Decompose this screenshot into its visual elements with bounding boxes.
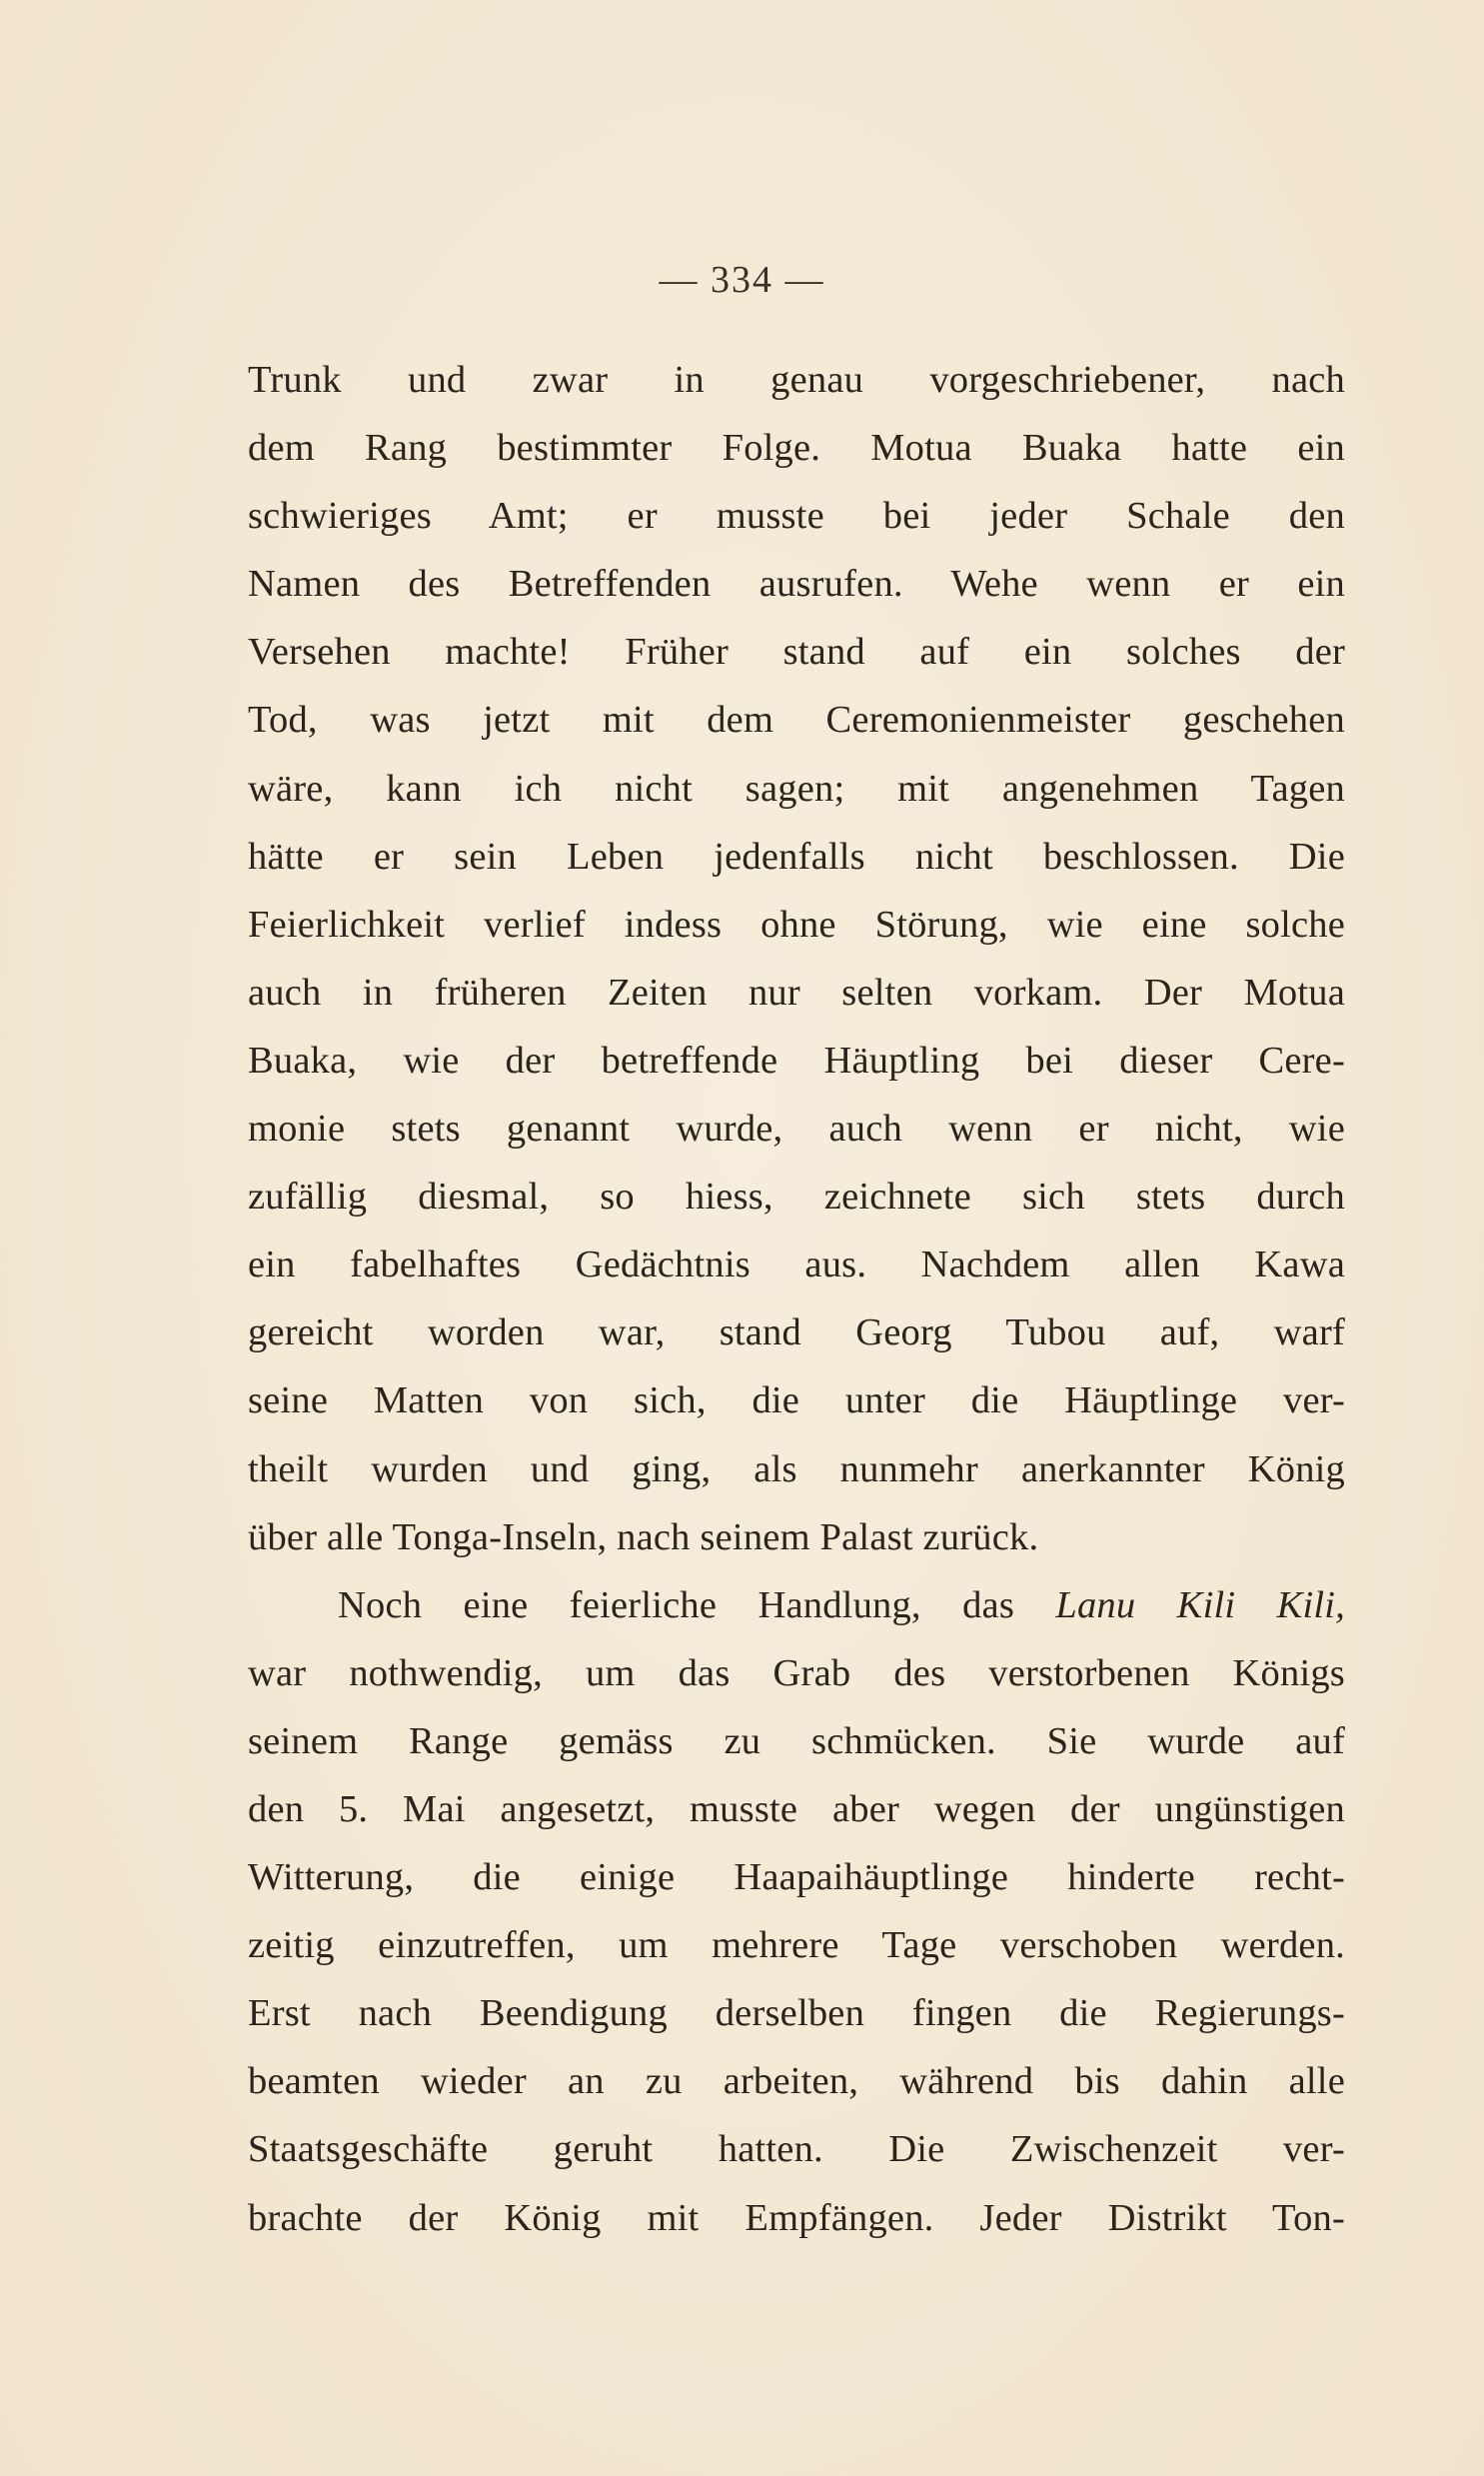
text-line: auch in früheren Zeiten nur selten vorkam. Der Motua [248,971,1345,1014]
text-line: zufällig diesmal, so hiess, zeichnete sich stets durch [248,1176,1345,1219]
paragraph-2 [248,1571,1345,2252]
text-line: war nothwendig, um das Grab des verstorbenen Königs [248,1651,1345,1694]
page-number: — 334 — [659,259,825,301]
text-line-first [248,1571,1345,1639]
text-line: Namen des Betreffenden ausrufen. Wehe wenn er ein [248,563,1345,606]
text-line: gereicht worden war, stand Georg Tubou auf, warf [248,1311,1345,1354]
text-span: Noch eine feierliche Handlung, das [338,1583,1056,1626]
text-line: schwieriges Amt; er musste bei jeder Schale den [248,495,1345,538]
body-text [248,346,1345,2252]
text-line: über alle Tonga-Inseln, nach seinem Palast zurück. [248,1515,1039,1558]
text-line: seinem Range gemäss zu schmücken. Sie wurde auf [248,1719,1345,1762]
text-line: Buaka, wie der betreffende Häuptling bei dieser Cere- [248,1039,1345,1082]
text-line: Feierlichkeit verlief indess ohne Störung, wie eine solche [248,903,1345,946]
text-line: Staatsgeschäfte geruht hatten. Die Zwischenzeit ver- [248,2128,1345,2171]
text-line: Versehen machte! Früher stand auf ein solches der [248,631,1345,674]
italic-term: Lanu Kili Kili, [1055,1583,1345,1626]
text-line: Tod, was jetzt mit dem Ceremonienmeister geschehen [248,699,1345,742]
text-line: zeitig einzutreffen, um mehrere Tage verschoben werden. [248,1924,1345,1967]
paragraph-1 [248,346,1345,1571]
text-line: wäre, kann ich nicht sagen; mit angenehmen Tagen [248,767,1345,810]
text-line: theilt wurden und ging, als nunmehr anerkannter König [248,1447,1345,1490]
text-line: monie stets genannt wurde, auch wenn er nicht, wie [248,1108,1345,1151]
text-line: den 5. Mai angesetzt, musste aber wegen der ungünstigen [248,1787,1345,1830]
text-line: Trunk und zwar in genau vorgeschriebener, nach [248,359,1345,401]
text-line: brachte der König mit Empfängen. Jeder Distrikt Ton- [248,2196,1345,2239]
text-line: beamten wieder an zu arbeiten, während bis dahin alle [248,2060,1345,2103]
text-line: Witterung, die einige Haapaihäuptlinge hinderte recht- [248,1856,1345,1899]
text-line: hätte er sein Leben jedenfalls nicht beschlossen. Die [248,835,1345,878]
text-line: Erst nach Beendigung derselben fingen die Regierungs- [248,1992,1345,2035]
text-line: seine Matten von sich, die unter die Häuptlinge ver- [248,1379,1345,1422]
text-line: ein fabelhaftes Gedächtnis aus. Nachdem allen Kawa [248,1243,1345,1286]
text-line: dem Rang bestimmter Folge. Motua Buaka hatte ein [248,427,1345,470]
